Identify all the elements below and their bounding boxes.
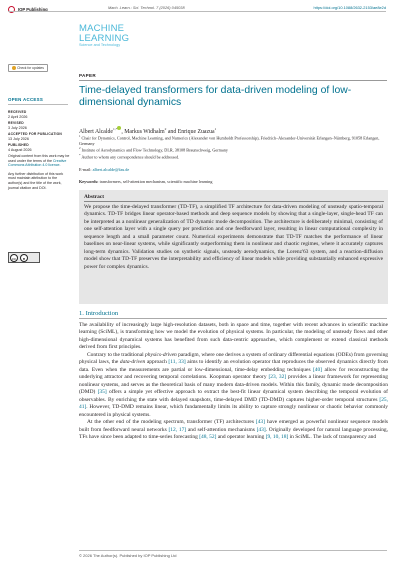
citation-link[interactable]: [12, 17] (168, 426, 187, 433)
license-paragraph-1 (8, 154, 70, 168)
citation-link[interactable]: [25, 41] (79, 396, 388, 411)
section-heading: 1. Introduction (79, 310, 119, 317)
citation-link[interactable]: [11, 33] (168, 359, 186, 366)
affiliation-number: * (79, 152, 81, 157)
citation-link[interactable]: [9, 10, 18] (265, 434, 289, 441)
intro-paragraph-3 (79, 419, 388, 441)
text: Contrary to the traditional (87, 351, 145, 358)
introduction-body (79, 322, 388, 442)
copyright-footer: © 2026 The Author(s). Published by IOP Publishing Ltd (79, 553, 177, 558)
journal-logo (79, 24, 129, 48)
history-received (8, 110, 70, 119)
publisher-logo (8, 6, 48, 13)
history-value: 4 August 2026 (8, 148, 32, 152)
keywords-line (79, 179, 213, 184)
history-label: RECEIVED (8, 110, 27, 114)
author-name: Enrique Zuazua (177, 128, 215, 135)
author-sup: 1 (214, 127, 217, 131)
text: offers a simple yet effective approach to extract the best-fit linear dynamical system describing the temporal evolution of observables. By enriching the state with delayed snapshots, time-delayed DMD (TD-DMD) captures higher-order temporal structures (79, 389, 388, 403)
text: have emerged as powerful nonlinear sequence models built from feedforward neural networks (79, 419, 388, 433)
affiliations (79, 134, 384, 159)
citation-link[interactable]: [43] (256, 426, 266, 433)
history-accepted (8, 132, 70, 141)
text: provides a linear framework for representing nonlinear systems, and serves as the theoretical basis of many modern data-driven models. Within this family, dynamic mode decomposition (DMD) (79, 374, 388, 396)
affiliation-text: Institute of Aerodynamics and Flow Technology, DLR, 38108 Braunschweig, Germany (81, 147, 228, 153)
journal-logo-line2: LEARNING (79, 32, 130, 44)
text: and operator learning (216, 434, 266, 441)
history-label: ACCEPTED FOR PUBLICATION (8, 132, 63, 136)
history-revised (8, 121, 70, 130)
crossmark-icon (12, 66, 16, 70)
abstract-divider (84, 201, 384, 202)
section-divider (79, 318, 387, 319)
intro-paragraph-1: The availability of increasingly large high-resolution datasets, both in space and time, together with recent advances in scientific machine learning (SciML), is transforming how we model the evolution of physical systems. In particular, the modeling of unsteady flows and other high-dimensional dynamical systems has benefited from such data-centric approaches, which complement or extend classical methods derived from first principles. (79, 322, 388, 351)
license-text (8, 154, 70, 190)
license-link[interactable]: Creative Commons Attribution 4.0 licence (8, 158, 67, 168)
keywords: transformers, self-attention mechanism, scientific machine learning (99, 179, 213, 184)
affiliation-text: Chair for Dynamics, Control, Machine Learning, and Numerics (Alexander von Humboldt Professorship), Friedrich–Alexander-Universität Erlangen–Nürnberg, 91058 Erlangen, Germany (79, 135, 380, 146)
doi (314, 5, 386, 10)
iop-logo-icon (8, 6, 15, 13)
check-for-updates-label: Check for updates (17, 66, 44, 70)
abstract-text: We propose the time-delayed transformer (TD-TF), a simplified TF architecture for data-driven modeling of unsteady spatio-temporal dynamics. TD-TF bridges linear operator-based methods and deep sequence models by showing that a single-layer, single-head TF can be interpreted as a nonlinear generalization of TD dynamic mode decomposition. The architecture is deliberately minimal, consisting of one self-attention layer with a single query per prediction and one feedforward layer, resulting in linear computational complexity in sequence length and a small parameter count. Numerical experiments demonstrate that TD-TF matches the performance of linear baselines on near-linear systems, while significantly outperforming them in nonlinear and chaotic regimes, where it accurately captures long-term dynamics. Validation studies on synthetic signals, unsteady aerodynamics, the Lorenz'63 system, and a reaction-diffusion model show that TD-TF preserves the interpretability and efficiency of linear models while providing substantially enhanced expressive power for complex dynamics. (84, 204, 383, 270)
author-sup: 1,* (112, 127, 118, 131)
text: allow for reconstructing the underlying attractor and recovering temporal correlations. Koopman operator theory (79, 366, 388, 381)
citation-link[interactable]: [43] (255, 419, 265, 426)
affiliation (79, 134, 384, 146)
license-paragraph-2: Any further distribution of this work must maintain attribution to the author(s) and the title of the work, journal citation and DOI. (8, 171, 64, 190)
keywords-label: Keywords: (79, 179, 100, 184)
article-type: PAPER (79, 73, 96, 78)
author-name: Markus Widhalm (124, 128, 165, 135)
footer-divider (79, 550, 387, 551)
doi-link[interactable]: https://doi.org/10.1088/2632-2153/ae8e2d (313, 5, 386, 10)
emphasis: physics-driven (145, 351, 177, 358)
article-type-divider (79, 80, 387, 81)
email-label: E-mail: (79, 167, 93, 172)
journal-reference: Mach. Learn.: Sci. Technol. 7 (2026) 045038 (108, 5, 185, 10)
email-line (79, 167, 129, 172)
cc-icon: cc (12, 255, 16, 261)
text: and self-attention mechanisms (186, 426, 257, 433)
affiliation-number: 2 (79, 145, 81, 150)
author-sup: 2 (164, 127, 167, 131)
history-value: 2 April 2026 (8, 115, 28, 119)
open-access-label: OPEN ACCESS (8, 97, 44, 102)
history-label: PUBLISHED (8, 143, 29, 147)
affiliation-text: Author to whom any correspondence should be addressed. (81, 154, 180, 160)
cc-by-badge[interactable] (8, 252, 40, 263)
author-name: Albert Alcalde (79, 128, 113, 135)
citation-link[interactable]: [48, 52] (199, 434, 217, 441)
text: approach (145, 359, 169, 366)
journal-logo-line3: Science and Technology (79, 43, 121, 47)
text: . However, TD-DMD remains linear, which fundamentally limits its ability to capture strongly nonlinear or chaotic behavior commonly encountered in physical systems. (79, 404, 388, 418)
citation-link[interactable]: [35] (97, 389, 107, 396)
orcid-icon[interactable] (117, 126, 121, 130)
email-link[interactable]: albert.alcalde@fau.de (92, 167, 130, 172)
emphasis: data-driven (119, 359, 146, 366)
affiliation (79, 153, 384, 160)
citation-link[interactable]: [23, 32] (268, 374, 287, 381)
journal-logo-line1: MACHINE (79, 23, 125, 34)
history-value: 3 July 2026 (8, 126, 27, 130)
paper-title: Time-delayed transformers for data-driven modeling of low-dimensional dynamics (79, 85, 352, 108)
check-for-updates-button[interactable] (8, 64, 48, 72)
by-attribution-icon: ● (20, 254, 28, 262)
license-text-b: . (59, 163, 61, 168)
license-text-a: Original content from this work may be used under the terms of the (8, 154, 70, 163)
text: aims to identify an evolution operator that reproduces the observed dynamics directly from data. Even when the measurements are partial or low-dimensional, time-delay embedding techniques (79, 359, 389, 373)
history-label: REVISED (8, 121, 24, 125)
affiliation-number: 1 (79, 134, 81, 138)
text: . Originally developed for natural language processing, TFs have since been adapted to time-series forecasting (79, 426, 388, 441)
history-value: 13 July 2026 (8, 137, 29, 141)
text: paradigm, where one derives a system of ordinary differential equations (ODEs) from governing physical laws, the (79, 351, 389, 366)
citation-link[interactable]: [40] (313, 366, 323, 373)
text: At the other end of the modeling spectrum, transformer (TF) architectures (87, 419, 256, 426)
text: in SciML. The lack of transparency and (288, 434, 377, 441)
affiliation (79, 146, 384, 153)
publisher-name: IOP Publishing (18, 7, 48, 12)
abstract-heading: Abstract (84, 194, 105, 200)
history-published (8, 143, 70, 152)
open-access-divider (8, 104, 68, 105)
header-divider (8, 11, 386, 12)
authors: Albert Alcalde$^{1,*}$ , Markus Widhalm$^2$ and Enrique Zuazua$^1$ (79, 127, 217, 135)
intro-paragraph-2 (79, 352, 388, 419)
